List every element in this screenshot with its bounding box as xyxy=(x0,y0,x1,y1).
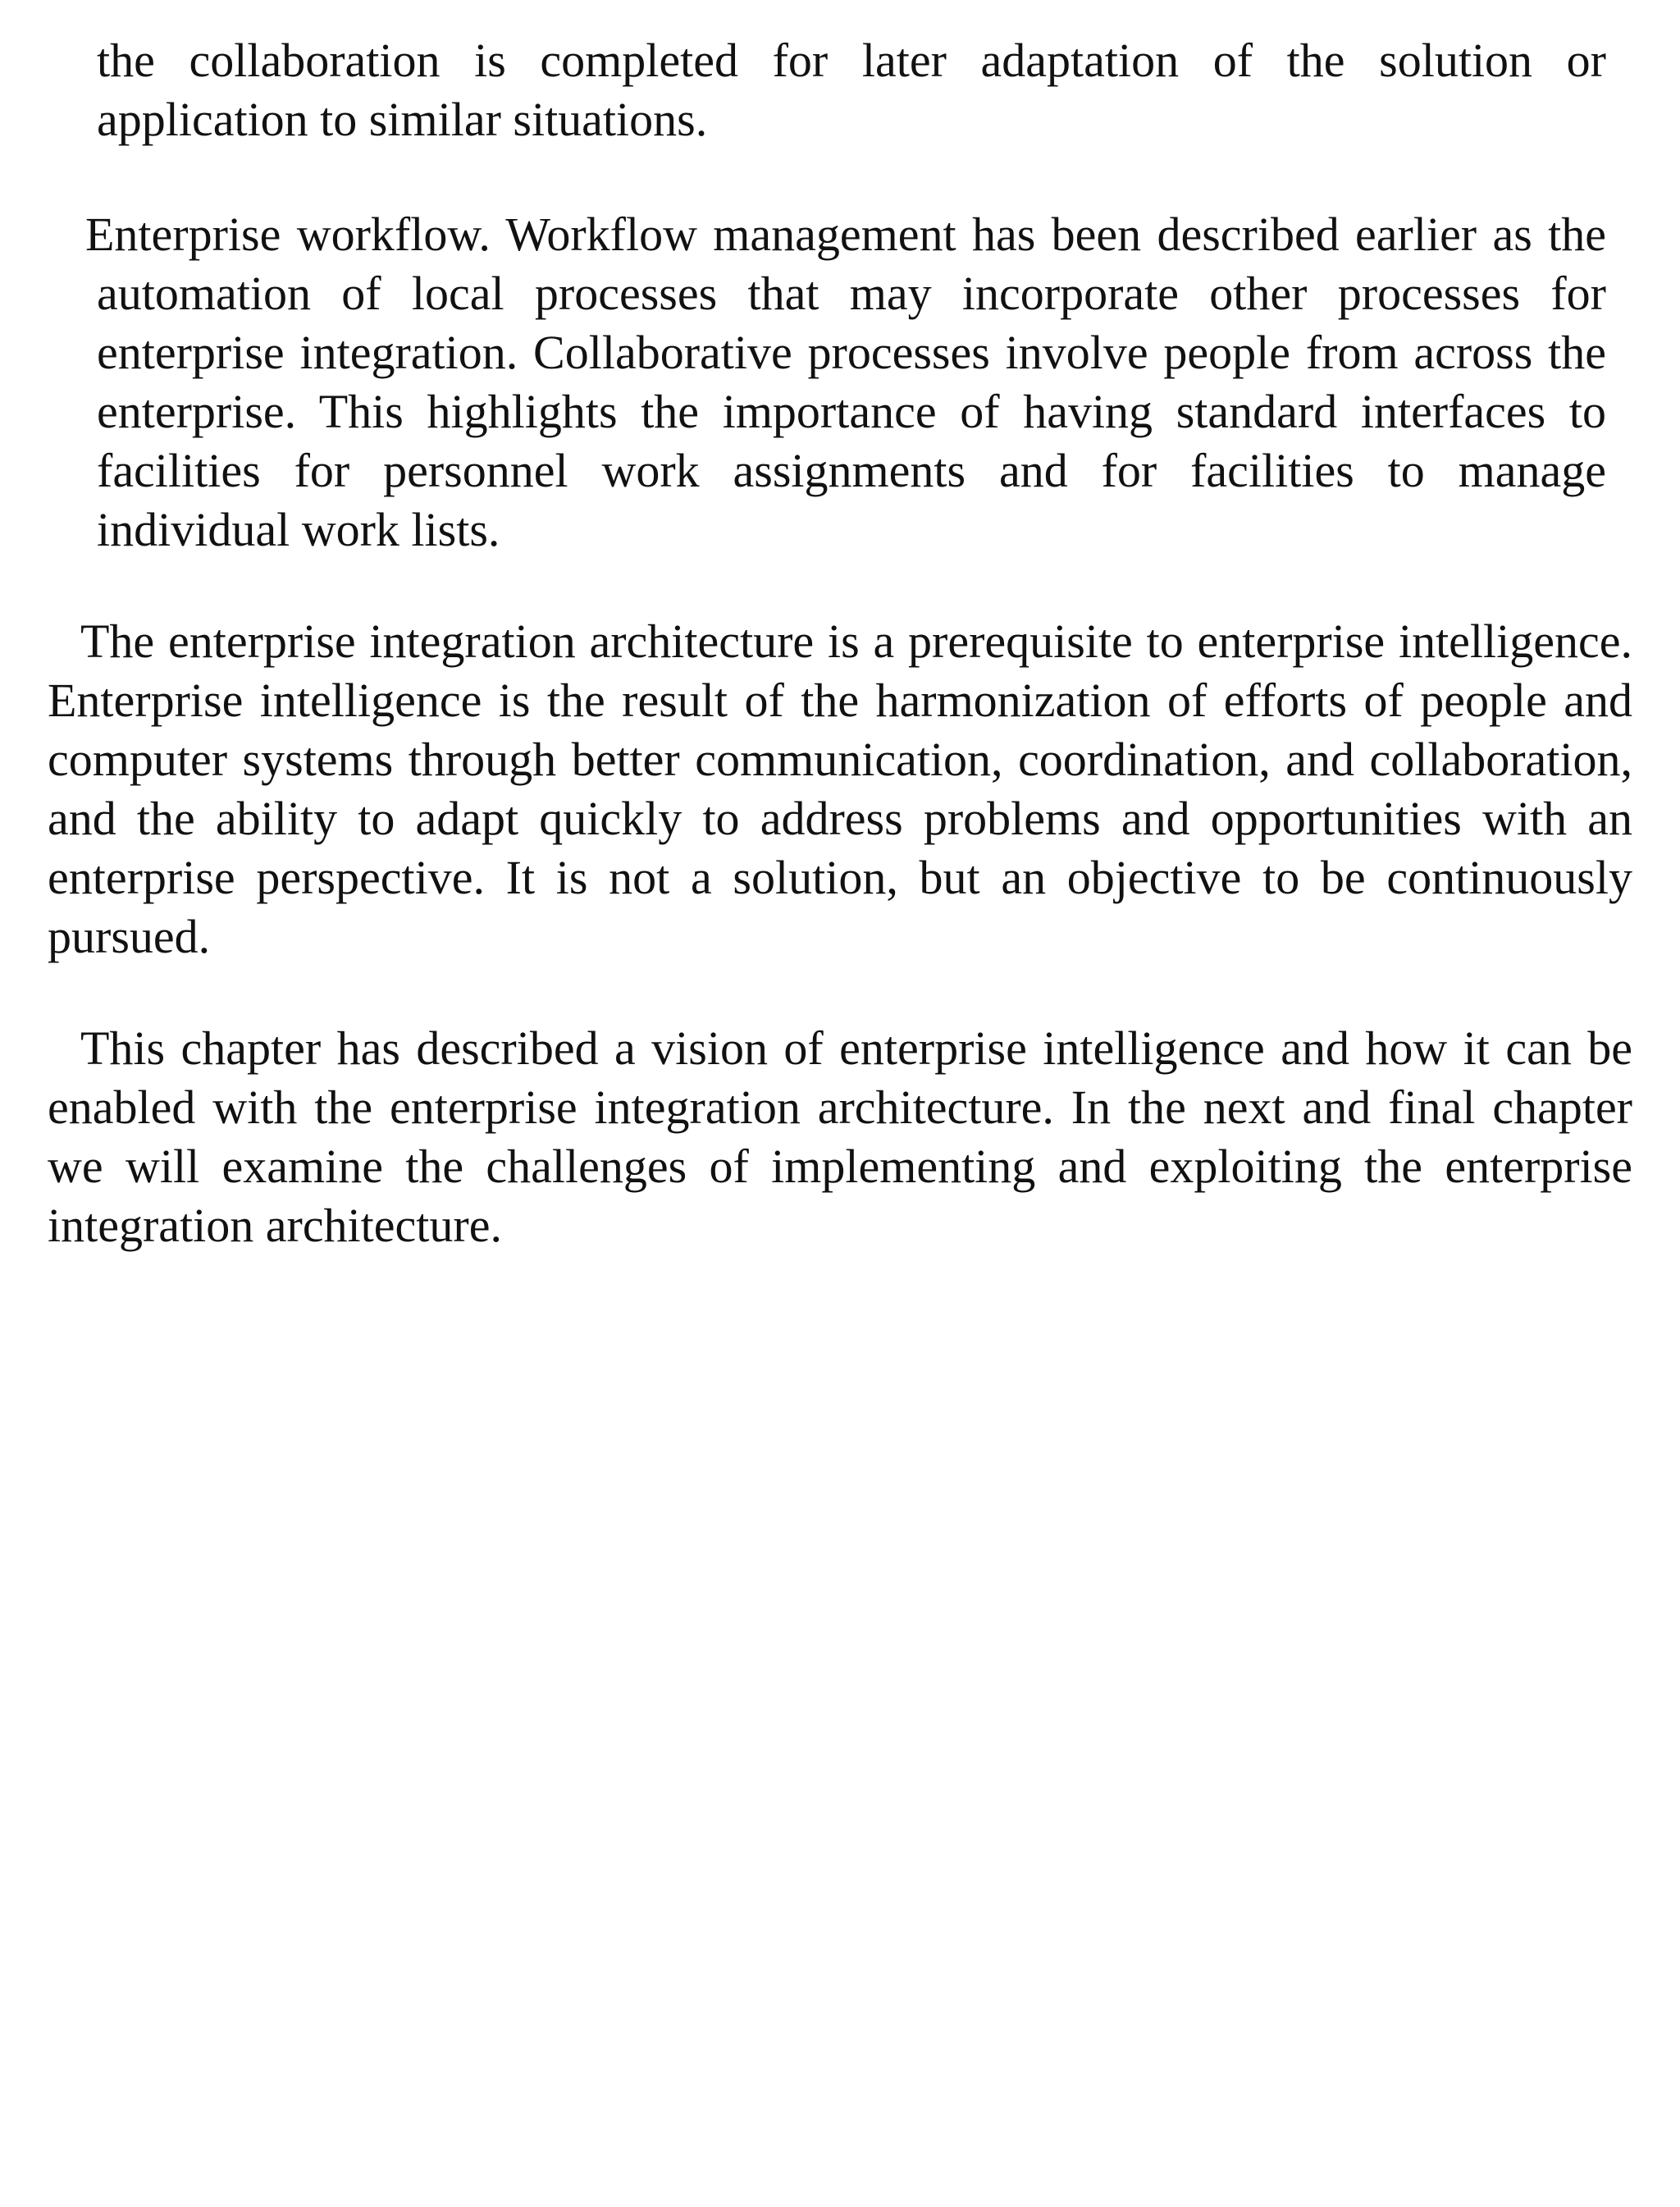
paragraph-collaboration-continuation: the collaboration is completed for later adaptation of the solution or application to similar situations. xyxy=(97,34,1606,146)
paragraph-enterprise-intelligence: The enterprise integration architecture is a prerequisite to enterprise intelligence. Enterprise intelligence is the result of the harmonization of efforts of people and computer systems through better communication, coordination, and collaboration, and the ability to adapt quickly to address problems and opportunities with an enterprise perspective. It is not a solution, but an objective to be continuously pursued. xyxy=(48,615,1632,963)
paragraph-chapter-summary: This chapter has described a vision of enterprise intelligence and how it can be enabled with the enterprise integration architecture. In the next and final chapter we will examine the challenges of implementing and exploiting the enterprise integration architecture. xyxy=(48,1021,1632,1252)
paragraph-enterprise-workflow: Enterprise workflow. Workflow management has been described earlier as the automation of local processes that may incorporate other processes for enterprise integration. Collaborative processes involve people from across the enterprise. This highlights the importance of having standard interfaces to facilities for personnel work assignments and for facilities to manage individual work lists. xyxy=(85,208,1606,556)
